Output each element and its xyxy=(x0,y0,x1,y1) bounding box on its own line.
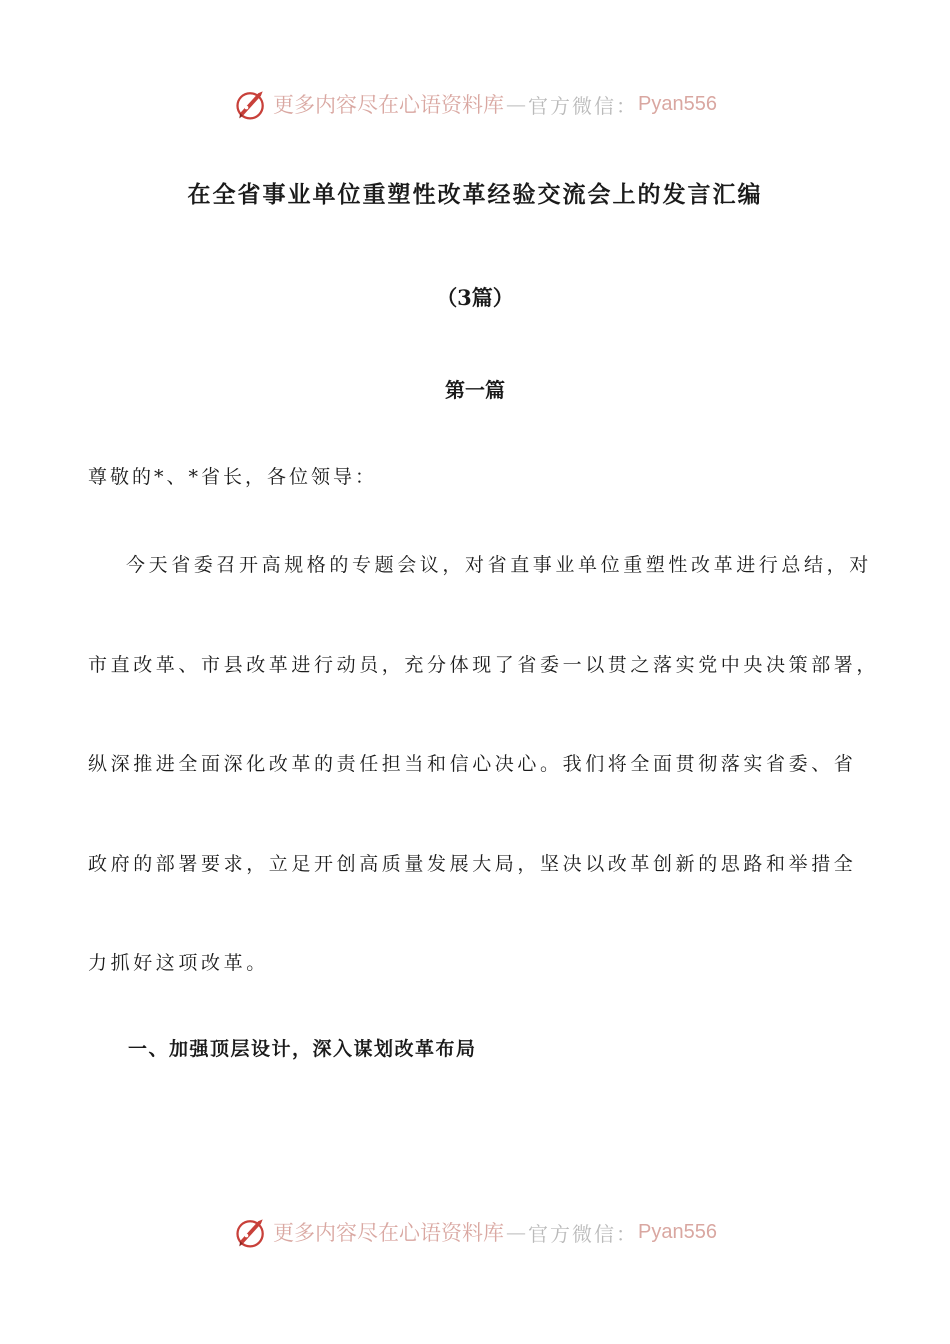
paragraph-line: 市直改革、市县改革进行动员，充分体现了省委一以贯之落实党中央决策部署， xyxy=(88,654,880,676)
document-subtitle: （3篇） xyxy=(436,285,514,310)
watermark-wechat-label: 官方微信： xyxy=(528,1221,639,1246)
watermark-main-text: 更多内容尽在心语资料库 xyxy=(273,1221,505,1245)
watermark-main-text: 更多内容尽在心语资料库 xyxy=(273,93,505,117)
pen-logo-icon xyxy=(233,86,269,122)
watermark-separator: — xyxy=(506,92,527,116)
paragraph-line: 今天省委召开高规格的专题会议，对省直事业单位重塑性改革进行总结，对 xyxy=(126,554,872,576)
paragraph-line: 政府的部署要求，立足开创高质量发展大局，坚决以改革创新的思路和举措全 xyxy=(88,853,857,875)
section-heading: 一、加强顶层设计，深入谋划改革布局 xyxy=(128,1038,477,1060)
section-title: 第一篇 xyxy=(445,378,505,402)
pen-logo-icon xyxy=(233,1214,269,1250)
document-title: 在全省事业单位重塑性改革经验交流会上的发言汇编 xyxy=(187,181,763,208)
watermark-separator: — xyxy=(506,1220,527,1244)
watermark-wechat-id: Pyan556 xyxy=(638,1220,717,1243)
paragraph-line: 力抓好这项改革。 xyxy=(88,952,269,974)
salutation: 尊敬的*、*省长，各位领导： xyxy=(88,466,378,488)
watermark-footer xyxy=(0,1212,950,1252)
paragraph-line: 纵深推进全面深化改革的责任担当和信心决心。我们将全面贯彻落实省委、省 xyxy=(88,753,857,775)
watermark-header xyxy=(0,84,950,124)
watermark-wechat-id: Pyan556 xyxy=(638,92,717,115)
watermark-wechat-label: 官方微信： xyxy=(528,93,639,118)
